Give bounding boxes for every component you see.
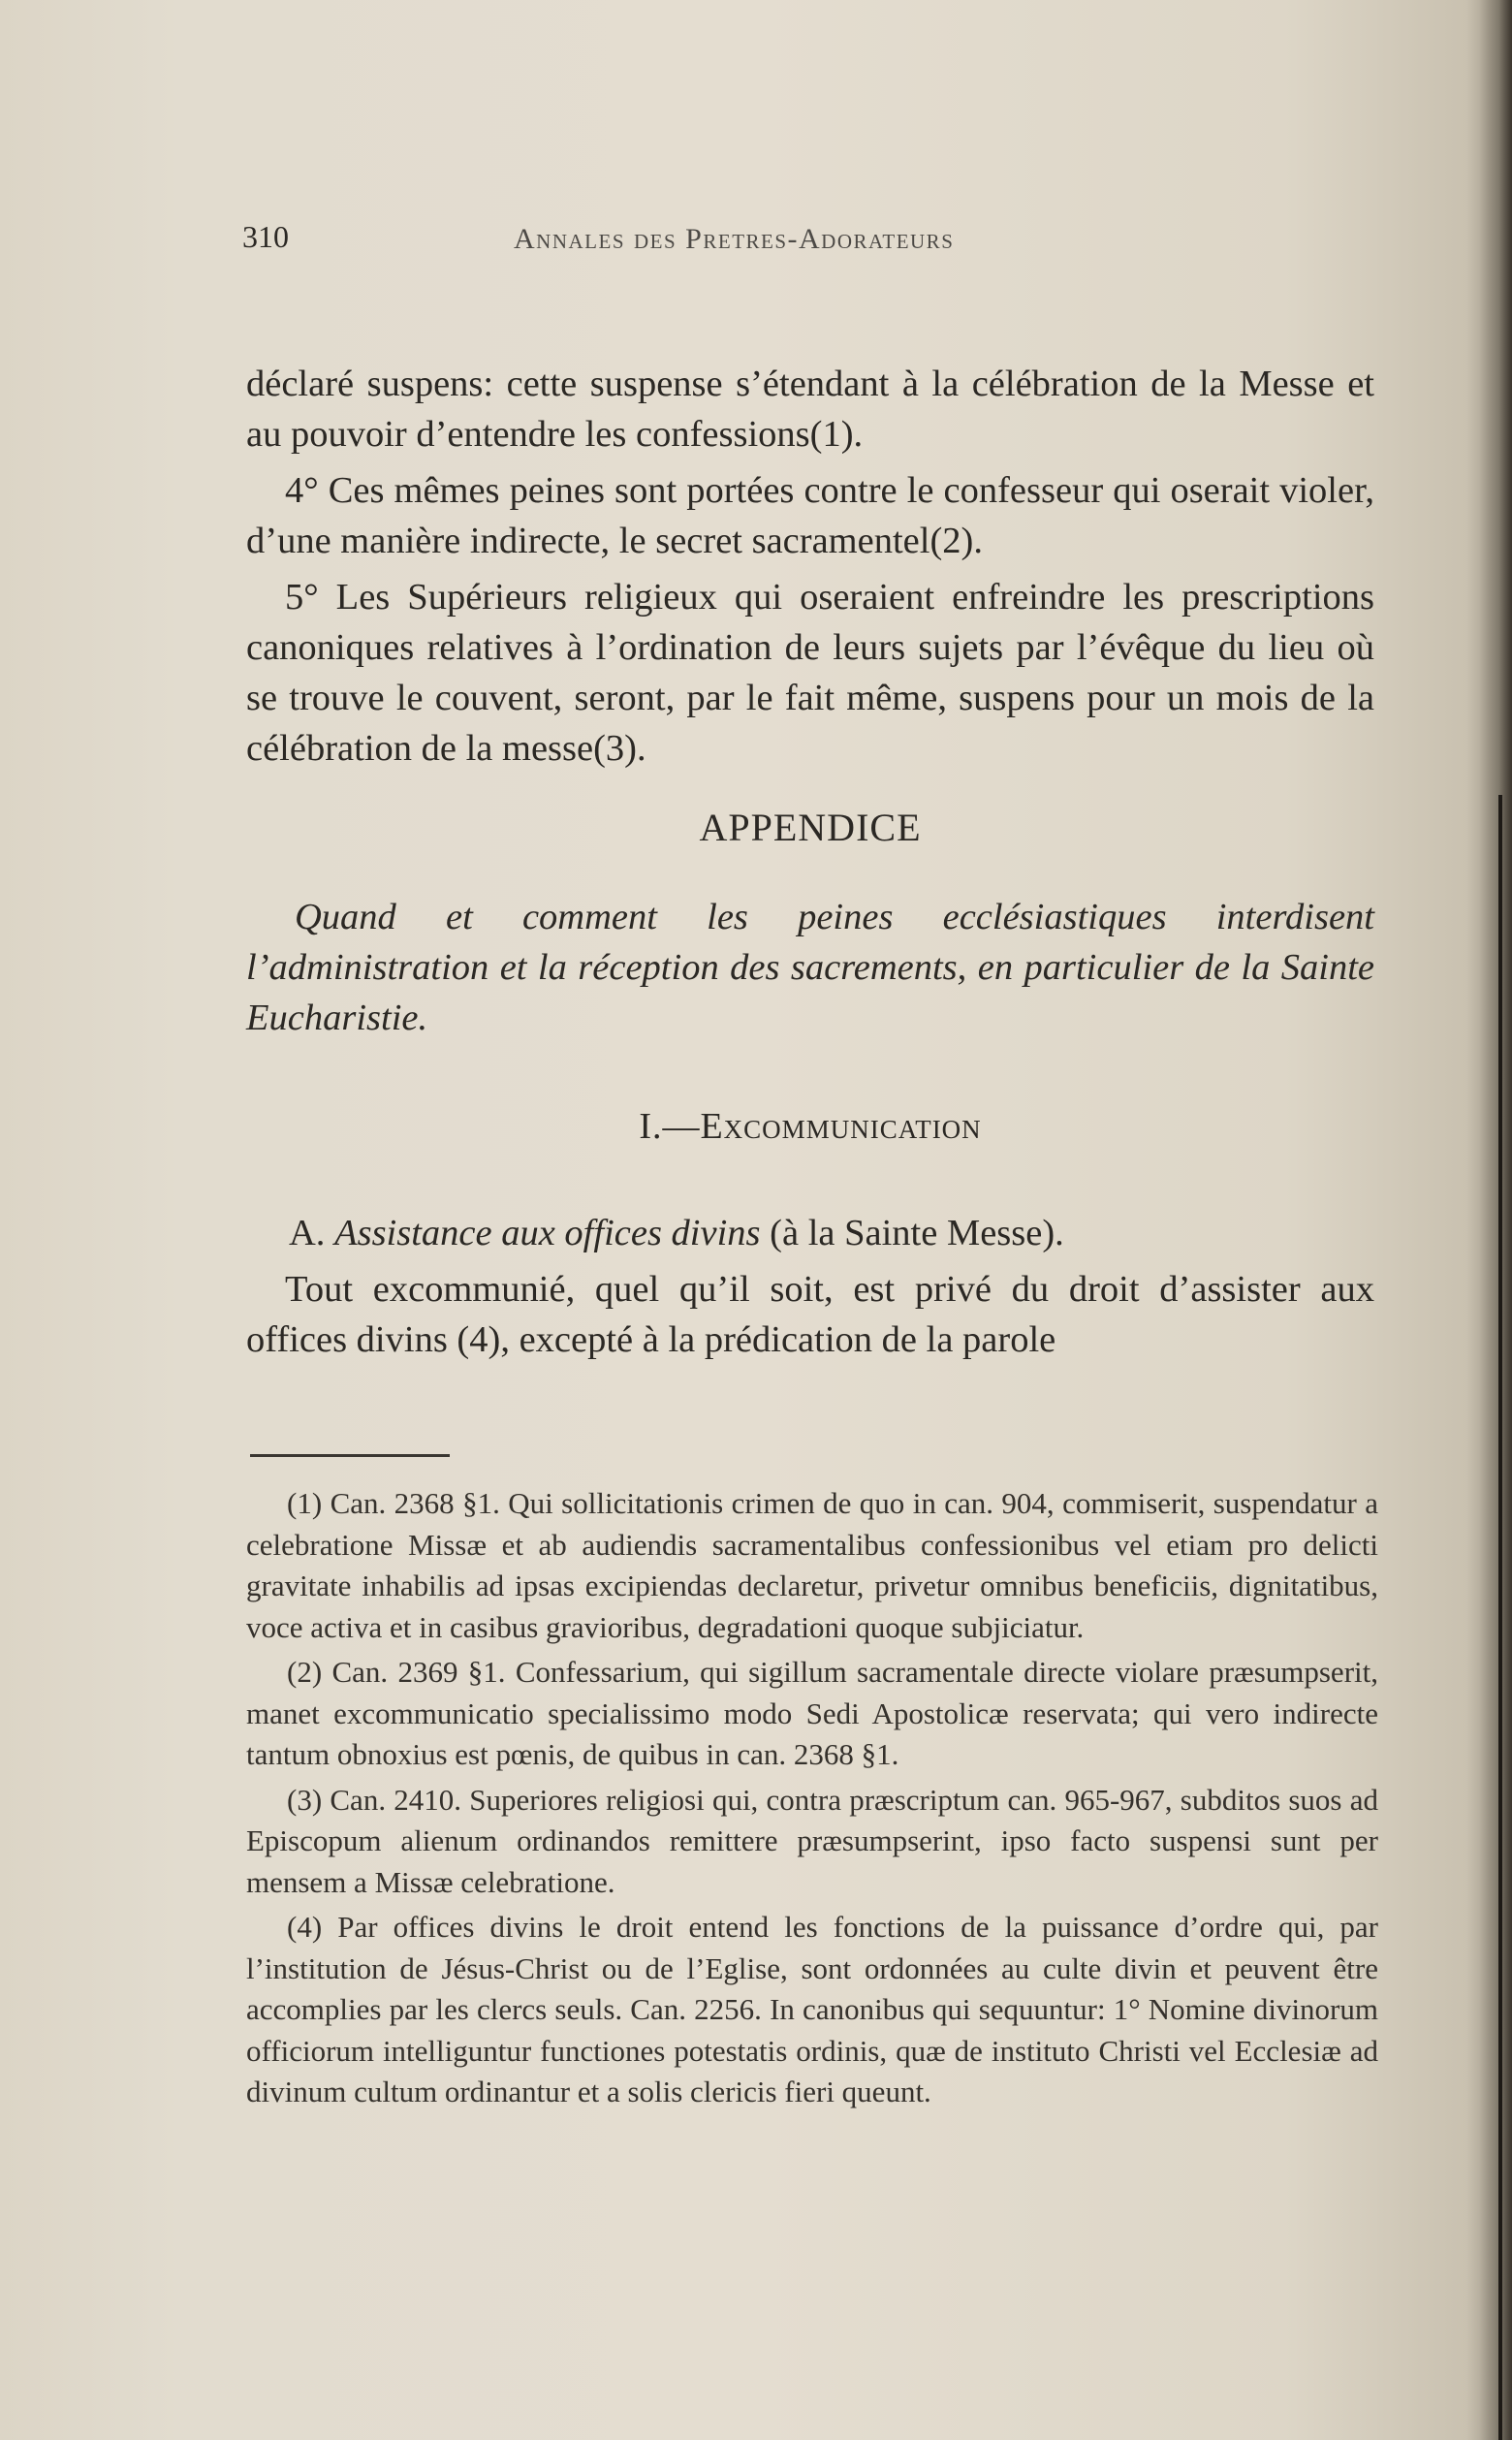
page-edge (1498, 795, 1502, 2440)
footnote: (2) Can. 2369 §1. Confessarium, qui sigillum sacramentale directe violare præsumpserit, manet excommunicatio specialissimo modo Sedi Apostolicæ reservata; qui vero indirecte tantum obnoxius est pœnis, de quibus in can. 2368 §1. (246, 1655, 1378, 1771)
binding-shadow (1479, 0, 1512, 2440)
journal-title: Annales des Pretres-Adorateurs (514, 223, 955, 255)
subsection-heading (246, 1208, 1374, 1258)
running-head (242, 219, 1386, 258)
footnotes (246, 1483, 1378, 2117)
subsection-title: Assistance aux offices divins (334, 1213, 761, 1253)
footnote: (3) Can. 2410. Superiores religiosi qui, contra præscriptum can. 965-967, subditos suos ad Episcopum alienum ordinandos remittere præsumpserint, ipso facto suspensi sunt per mensem a Missæ celebratione. (246, 1782, 1378, 1899)
footnote: (4) Par offices divins le droit entend les fonctions de la puissance d’ordre qui, par l’institution de Jésus-Christ ou de l’Eglise, sont ordonnées au culte divin et peuvent être accomplies par les clercs seuls. Can. 2256. In canonibus qui sequuntur: 1° Nomine divinorum officiorum intelliguntur functiones potestatis ordinis, quæ de instituto Christi vel Ecclesiæ ad divinum cultum ordinantur et a solis clericis fieri queunt. (246, 1910, 1378, 2108)
subsection-letter: A. (289, 1213, 326, 1253)
footnote-separator (250, 1454, 450, 1457)
paragraph: déclaré suspens: cette suspense s’étendant à la célébration de la Messe et au pouvoir d’entendre les confessions(1). (246, 364, 1374, 455)
paragraph: 5° Les Supérieurs religieux qui oseraient enfreindre les prescriptions canoniques relatives à l’ordination de leurs sujets par l’évêque du lieu où se trouve le couvent, seront, par le fait même, suspens pour un mois de la célébration de la messe(3). (246, 577, 1374, 769)
subsection-suffix: (à la Sainte Messe). (770, 1213, 1064, 1253)
footnote: (1) Can. 2368 §1. Qui sollicitationis crimen de quo in can. 904, commiserit, suspendatur a celebratione Missæ et ab audiendis sacramentalibus confessionibus vel etiam pro delicti gravitate inhabilis ad ipsas excipiendas declaretur, privetur omnibus beneficiis, dignitatibus, voce activa et in casibus gravioribus, degradationi quoque subjiciatur. (246, 1486, 1378, 1644)
appendix-subtitle: Quand et comment les peines ecclésiastiques interdisent l’administration et la réception des sacrements, en particulier de la Sainte Eucharistie. (246, 897, 1374, 1038)
paragraph: Tout excommunié, quel qu’il soit, est privé du droit d’assister aux offices divins (4), excepté à la prédication de la parole (246, 1269, 1374, 1360)
page-number: 310 (242, 219, 289, 254)
appendix-heading: APPENDICE (699, 806, 922, 849)
section-heading: I.—Excommunication (639, 1106, 982, 1147)
main-text (246, 359, 1374, 1371)
paragraph: 4° Ces mêmes peines sont portées contre le confesseur qui oserait violer, d’une manière indirecte, le secret sacramentel(2). (246, 470, 1374, 561)
